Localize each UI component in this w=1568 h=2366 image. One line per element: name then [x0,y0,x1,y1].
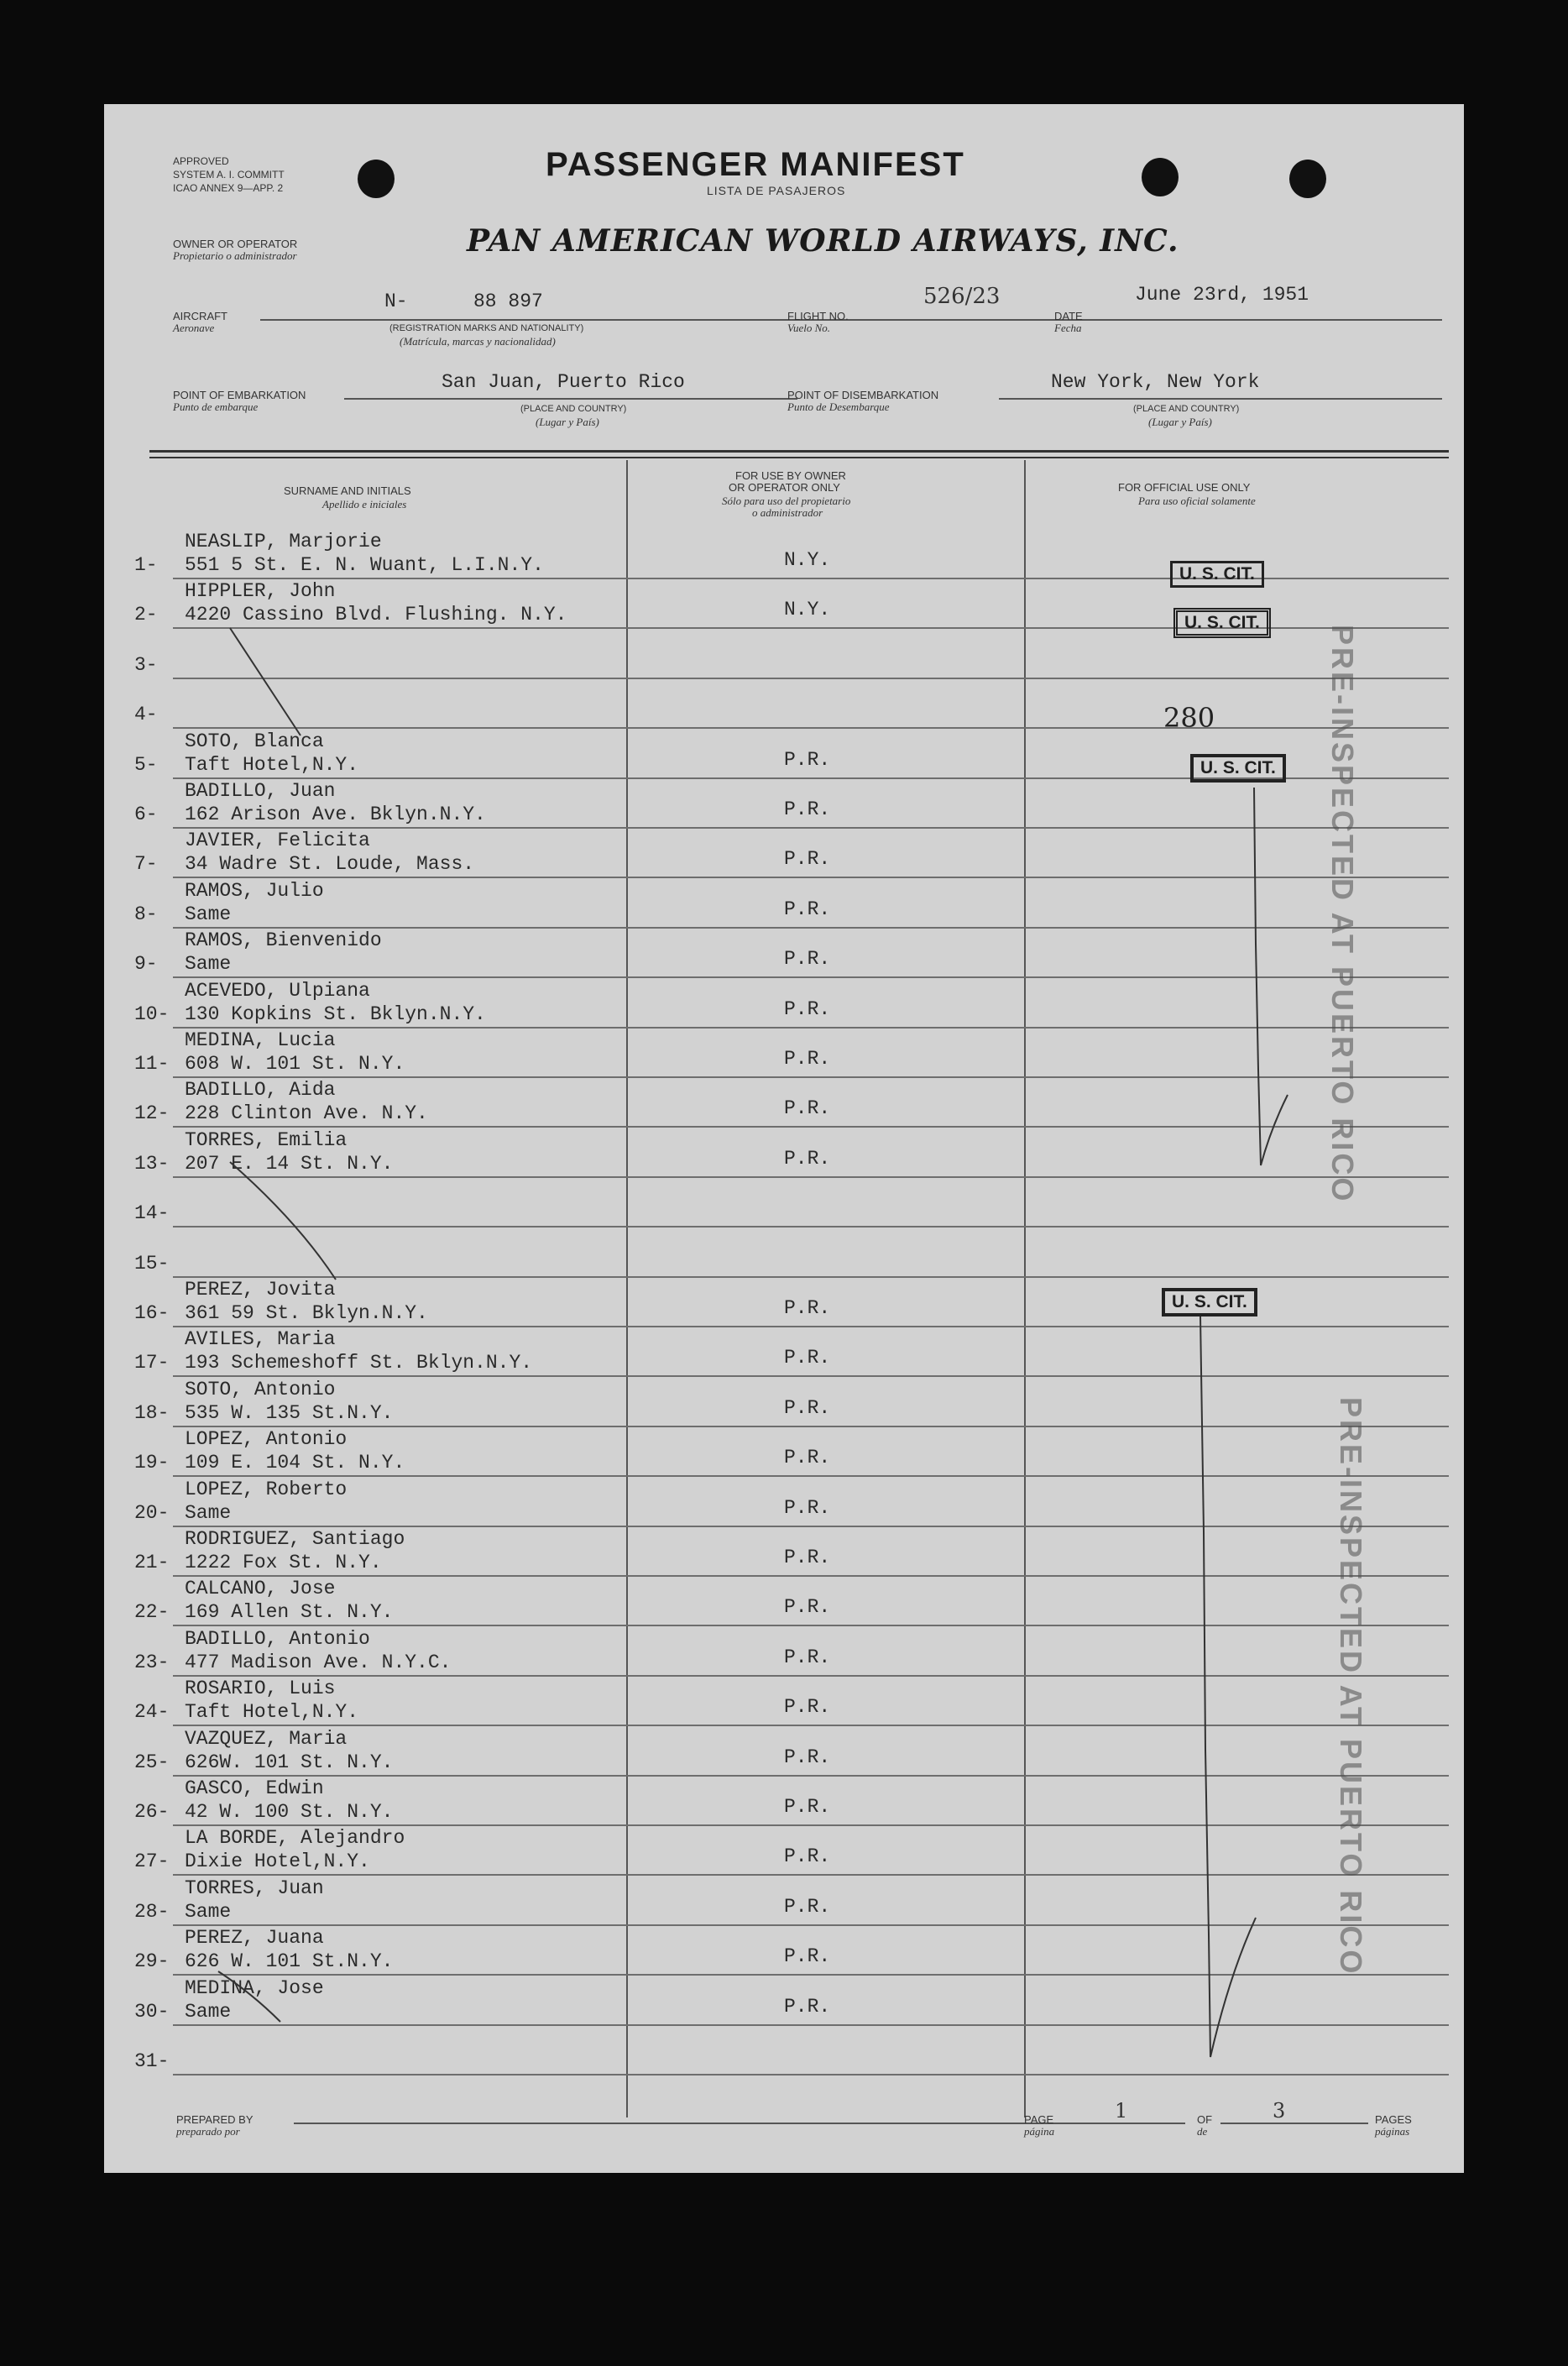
row-rule [173,1126,1449,1128]
passenger-address: Taft Hotel,N.Y. [185,754,359,776]
col-owner-header-es-1: Sólo para uso del propietario [722,495,851,507]
passenger-name: MEDINA, Jose [185,1977,324,1999]
row-number: 25- [134,1751,170,1773]
passenger-name: BADILLO, Juan [185,780,336,802]
passenger-address: 130 Kopkins St. Bklyn.N.Y. [185,1003,486,1025]
passenger-name: SOTO, Antonio [185,1379,336,1400]
passenger-name: ACEVEDO, Ulpiana [185,980,370,1002]
row-number: 12- [134,1102,170,1124]
row-number: 28- [134,1901,170,1923]
passenger-address: 626 W. 101 St.N.Y. [185,1950,394,1972]
us-cit-stamp: U. S. CIT. [1162,1288,1257,1316]
passenger-address: 4220 Cassino Blvd. Flushing. N.Y. [185,604,567,626]
date-underline [1091,319,1442,321]
passenger-address: 169 Allen St. N.Y. [185,1601,394,1623]
row-rule [173,877,1449,878]
row-rule [173,1775,1449,1777]
row-number: 6- [134,803,158,825]
passenger-name: MEDINA, Lucia [185,1029,336,1051]
row-rule [173,1625,1449,1626]
pages-label: PAGES [1375,2113,1412,2126]
passenger-address: Dixie Hotel,N.Y. [185,1850,370,1872]
row-number: 29- [134,1950,170,1972]
passenger-name: PEREZ, Juana [185,1927,324,1949]
header-rule-top [149,450,1449,453]
manifest-sheet [104,104,1464,2173]
row-number: 9- [134,953,158,975]
passenger-address: 34 Wadre St. Loude, Mass. [185,853,475,875]
us-cit-stamp: U. S. CIT. [1170,561,1264,588]
owner-use-code: P.R. [784,898,831,920]
passenger-name: BADILLO, Aida [185,1079,336,1101]
passenger-name: SOTO, Blanca [185,730,324,752]
page-title: PASSENGER MANIFEST [546,146,965,183]
owner-label-es: Propietario o administrador [173,249,297,262]
void-strike-rows-3-4 [230,628,301,735]
embark-place-caption-es: (Lugar y País) [536,416,599,428]
passenger-address: 551 5 St. E. N. Wuant, L.I.N.Y. [185,554,544,576]
row-rule [173,827,1449,829]
check-mark-2 [1200,1316,1256,2057]
row-number: 20- [134,1502,170,1524]
page-label-es: página [1024,2125,1055,2138]
passenger-name: LOPEZ, Roberto [185,1479,348,1500]
owner-use-code: P.R. [784,1297,831,1319]
page-label: PAGE [1024,2113,1054,2126]
row-rule [173,1924,1449,1926]
registration-caption-es: (Matrícula, marcas y nacionalidad) [400,335,556,348]
passenger-address: Same [185,1901,232,1923]
passenger-address: 42 W. 100 St. N.Y. [185,1801,394,1823]
owner-use-code: P.R. [784,1945,831,1967]
embark-underline [344,398,797,400]
owner-use-code: P.R. [784,948,831,970]
column-divider-1 [626,460,628,2117]
row-rule [173,1276,1449,1278]
row-rule [173,1725,1449,1726]
aircraft-label: AIRCRAFT [173,310,227,322]
aircraft-prefix: N- [384,291,408,312]
passenger-name: HIPPLER, John [185,580,336,602]
owner-use-code: P.R. [784,1447,831,1468]
owner-use-code: P.R. [784,1746,831,1768]
col-owner-header-es-2: o administrador [752,506,823,519]
passenger-address: 109 E. 104 St. N.Y. [185,1452,405,1474]
row-rule [173,1575,1449,1577]
row-rule [173,1375,1449,1377]
owner-use-code: P.R. [784,1845,831,1867]
page-subtitle: LISTA DE PASAJEROS [707,184,846,197]
passenger-name: LOPEZ, Antonio [185,1428,348,1450]
row-number: 5- [134,754,158,776]
owner-use-code: P.R. [784,1996,831,2018]
owner-use-code: P.R. [784,848,831,870]
row-rule [173,1326,1449,1327]
owner-use-code: P.R. [784,1646,831,1668]
passenger-name: LA BORDE, Alejandro [185,1827,405,1849]
aircraft-value: 88 897 [473,291,543,312]
row-number: 24- [134,1701,170,1723]
passenger-name: PEREZ, Jovita [185,1279,336,1301]
flight-label-es: Vuelo No. [787,322,831,334]
row-number: 18- [134,1402,170,1424]
owner-use-code: P.R. [784,1048,831,1070]
row-number: 7- [134,853,158,875]
passenger-name: JAVIER, Felicita [185,830,370,851]
passenger-address: 207 E. 14 St. N.Y. [185,1153,394,1175]
passenger-address: 193 Schemeshoff St. Bklyn.N.Y. [185,1352,533,1374]
disembark-place-caption-es: (Lugar y País) [1148,416,1212,428]
col-owner-header-1: FOR USE BY OWNER [735,469,846,482]
passenger-address: Same [185,2001,232,2023]
disembark-value: New York, New York [1051,371,1260,393]
column-divider-2 [1024,460,1026,2117]
page-value: 1 [1115,2099,1128,2123]
embark-label: POINT OF EMBARKATION [173,389,306,401]
owner-use-code: N.Y. [784,549,831,571]
row-rule [173,1526,1449,1527]
owner-use-code: P.R. [784,1547,831,1568]
row-rule [173,1874,1449,1876]
col-surname-header-es: Apellido e iniciales [322,498,407,510]
passenger-address: Taft Hotel,N.Y. [185,1701,359,1723]
approval-line-2: SYSTEM A. I. COMMITT [173,169,285,181]
col-owner-header-2: OR OPERATOR ONLY [729,481,840,494]
row-number: 4- [134,704,158,725]
flight-value: 526/23 [923,284,1001,309]
row-rule [173,1824,1449,1826]
passenger-address: 361 59 St. Bklyn.N.Y. [185,1302,428,1324]
col-surname-header: SURNAME AND INITIALS [284,484,411,497]
us-cit-stamp: U. S. CIT. [1173,608,1271,638]
passenger-address: Same [185,953,232,975]
owner-use-code: P.R. [784,1148,831,1170]
flight-underline [876,319,1120,321]
preinspected-stamp: PRE-INSPECTED AT PUERTO RICO [1334,1397,1368,1976]
row-rule [173,1176,1449,1178]
passenger-name: RAMOS, Julio [185,880,324,902]
passenger-name: VAZQUEZ, Maria [185,1728,348,1750]
disembark-place-caption: (PLACE AND COUNTRY) [1133,404,1240,414]
punch-hole [1289,160,1326,198]
us-cit-stamp: U. S. CIT. [1190,754,1286,783]
passenger-address: 477 Madison Ave. N.Y.C. [185,1651,452,1673]
passenger-address: Same [185,1502,232,1524]
row-number: 21- [134,1552,170,1573]
passenger-name: ROSARIO, Luis [185,1678,336,1699]
row-number: 17- [134,1352,170,1374]
owner-use-code: P.R. [784,1397,831,1419]
row-rule [173,1675,1449,1677]
prepared-label: PREPARED BY [176,2113,253,2126]
registration-caption: (REGISTRATION MARKS AND NATIONALITY) [389,323,584,333]
page-underline [1061,2123,1185,2124]
passenger-address: 535 W. 135 St.N.Y. [185,1402,394,1424]
header-rule-bottom [149,457,1449,458]
void-strike-rows-14-15 [230,1162,336,1280]
approval-line-3: ICAO ANNEX 9—APP. 2 [173,182,284,194]
row-number: 8- [134,903,158,925]
embark-place-caption: (PLACE AND COUNTRY) [520,404,627,414]
punch-hole [358,160,395,198]
row-number: 31- [134,2050,170,2072]
row-rule [173,1226,1449,1227]
row-number: 30- [134,2001,170,2023]
of-label: OF [1197,2113,1213,2126]
row-number: 1- [134,554,158,576]
row-number: 27- [134,1850,170,1872]
owner-use-code: P.R. [784,998,831,1020]
row-number: 23- [134,1651,170,1673]
passenger-name: CALCANO, Jose [185,1578,336,1599]
row-rule [173,927,1449,929]
count-note: 280 [1163,702,1215,734]
owner-use-code: P.R. [784,1596,831,1618]
preinspected-stamp: PRE-INSPECTED AT PUERTO RICO [1325,625,1360,1204]
of-value: 3 [1273,2099,1286,2123]
row-number: 15- [134,1253,170,1275]
row-number: 11- [134,1053,170,1075]
approval-line-1: APPROVED [173,155,229,167]
row-number: 22- [134,1601,170,1623]
passenger-name: RAMOS, Bienvenido [185,929,382,951]
passenger-name: TORRES, Juan [185,1877,324,1899]
row-rule [173,1475,1449,1477]
owner-value: PAN AMERICAN WORLD AIRWAYS, INC. [467,223,1179,259]
owner-use-code: P.R. [784,1796,831,1818]
row-number: 10- [134,1003,170,1025]
row-number: 14- [134,1202,170,1224]
passenger-address: Same [185,903,232,925]
passenger-address: 626W. 101 St. N.Y. [185,1751,394,1773]
passenger-address: 162 Arison Ave. Bklyn.N.Y. [185,803,486,825]
date-label-es: Fecha [1054,322,1082,334]
row-number: 3- [134,654,158,676]
passenger-address: 228 Clinton Ave. N.Y. [185,1102,428,1124]
passenger-name: RODRIGUEZ, Santiago [185,1528,405,1550]
row-rule [173,727,1449,729]
embark-value: San Juan, Puerto Rico [442,371,685,393]
aircraft-label-es: Aeronave [173,322,215,334]
owner-use-code: N.Y. [784,599,831,620]
col-official-header-es: Para uso oficial solamente [1138,495,1256,507]
passenger-name: GASCO, Edwin [185,1777,324,1799]
row-rule [173,678,1449,679]
passenger-name: NEASLIP, Marjorie [185,531,382,552]
embark-label-es: Punto de embarque [173,400,259,413]
row-rule [173,1974,1449,1976]
owner-label: OWNER OR OPERATOR [173,238,298,250]
date-value: June 23rd, 1951 [1135,284,1309,306]
passenger-name: AVILES, Maria [185,1328,336,1350]
owner-use-code: P.R. [784,798,831,820]
row-number: 16- [134,1302,170,1324]
row-rule [173,2024,1449,2026]
passenger-address: 1222 Fox St. N.Y. [185,1552,382,1573]
row-rule [173,1027,1449,1029]
punch-hole [1142,158,1179,196]
owner-use-code: P.R. [784,1896,831,1918]
passenger-name: TORRES, Emilia [185,1129,348,1151]
of-underline [1220,2123,1368,2124]
owner-use-code: P.R. [784,1097,831,1119]
row-rule [173,976,1449,978]
pages-label-es: páginas [1375,2125,1410,2138]
row-number: 26- [134,1801,170,1823]
flight-label: FLIGHT NO. [787,310,849,322]
passenger-name: BADILLO, Antonio [185,1628,370,1650]
row-number: 19- [134,1452,170,1474]
col-official-header: FOR OFFICIAL USE ONLY [1118,481,1251,494]
disembark-label: POINT OF DISEMBARKATION [787,389,939,401]
of-label-es: de [1197,2125,1208,2138]
owner-use-code: P.R. [784,749,831,771]
prepared-label-es: preparado por [176,2125,240,2138]
row-number: 13- [134,1153,170,1175]
row-rule [173,2074,1449,2075]
owner-use-code: P.R. [784,1347,831,1369]
disembark-underline [999,398,1442,400]
owner-use-code: P.R. [784,1497,831,1519]
disembark-label-es: Punto de Desembarque [787,400,890,413]
passenger-address: 608 W. 101 St. N.Y. [185,1053,405,1075]
row-rule [173,1076,1449,1078]
owner-use-code: P.R. [784,1696,831,1718]
date-label: DATE [1054,310,1083,322]
prepared-underline [294,2123,1133,2124]
row-rule [173,1426,1449,1427]
row-number: 2- [134,604,158,626]
